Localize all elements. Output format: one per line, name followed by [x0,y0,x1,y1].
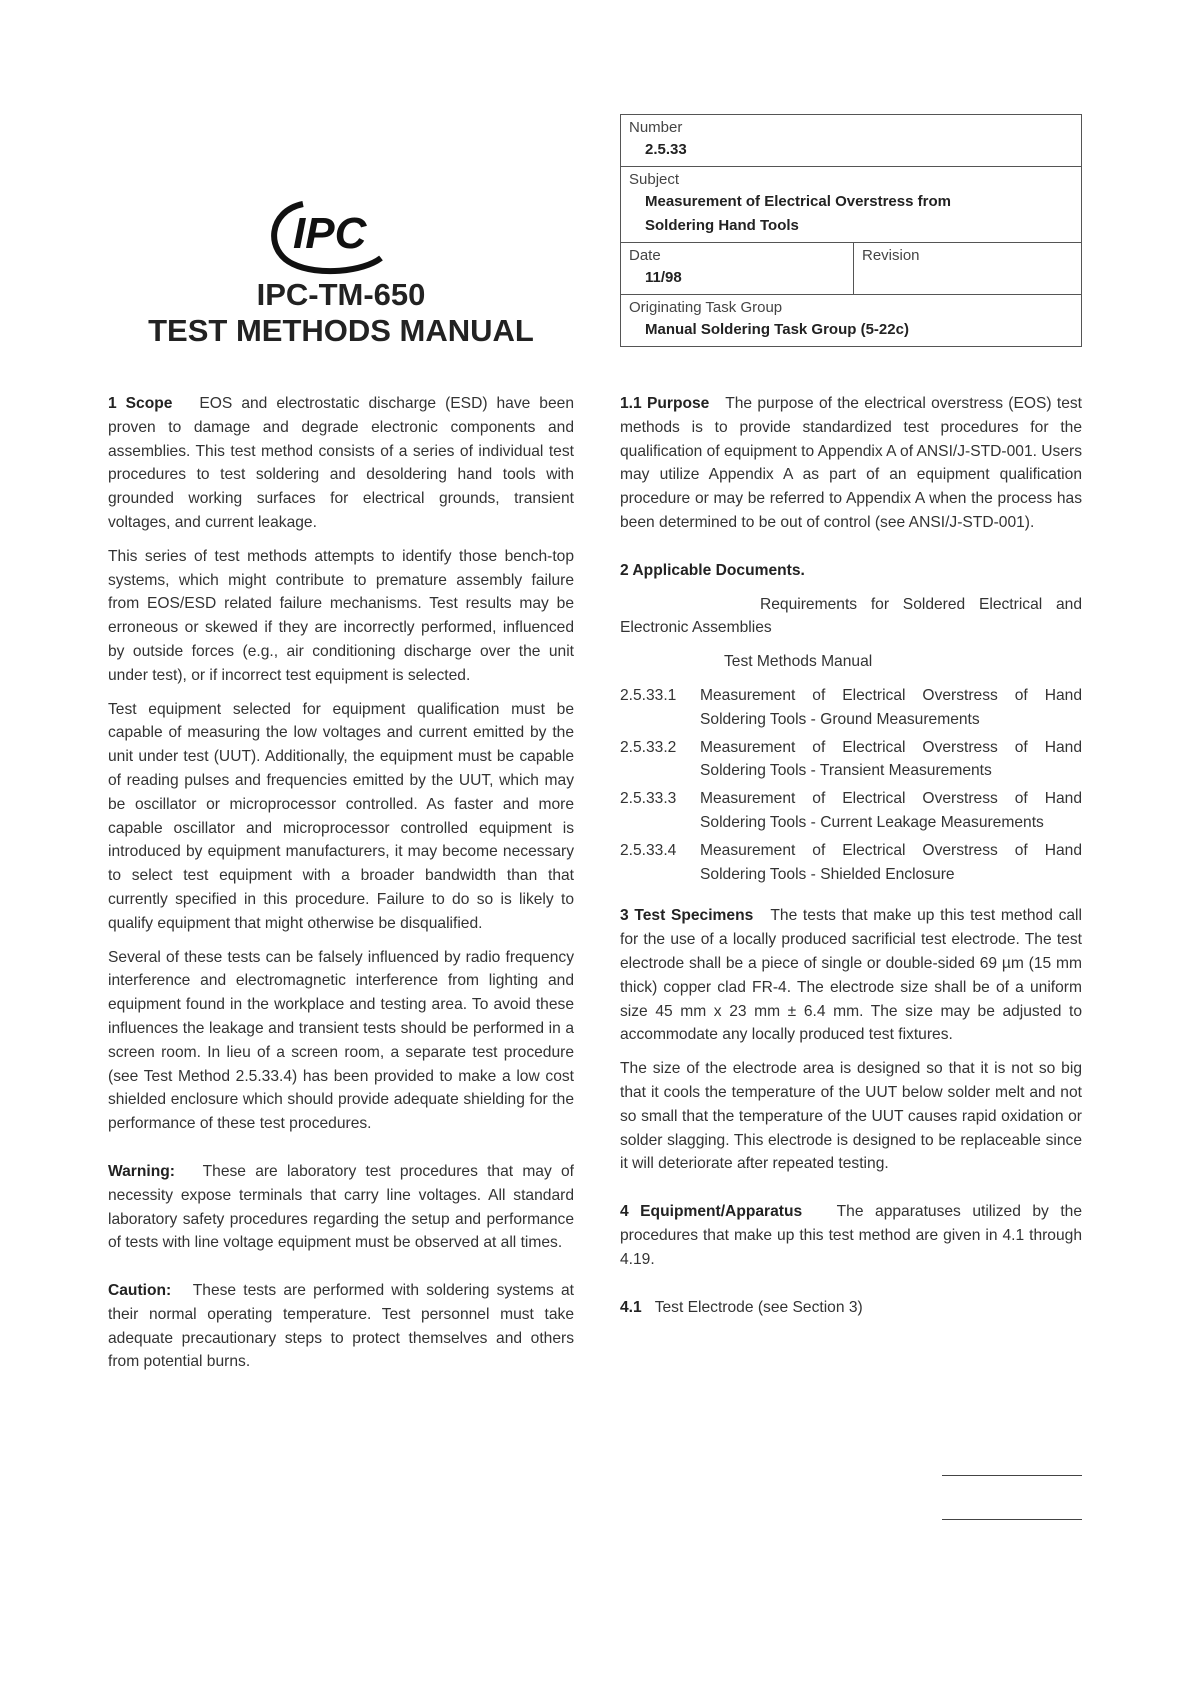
reference-number: 2.5.33.2 [620,738,677,756]
reference-text: Measurement of Electrical Overstress of Hand Soldering Tools - Current Leakage Measurements [700,790,1082,831]
specimens-heading: 3 Test Specimens [620,907,754,925]
warning-paragraph [108,1160,574,1255]
reference-number: 2.5.33.3 [620,790,677,808]
caution-text: These tests are performed with soldering systems at their normal operating temperature. Test personnel must take adequate precautionary steps to protect themselves and others from potential burns. [108,1282,575,1371]
reference-text: Measurement of Electrical Overstress of Hand Soldering Tools - Transient Measurements [700,738,1082,780]
doc-ipc-tm: Test Methods Manual [724,653,873,671]
number-value: 2.5.33 [645,141,687,158]
reference-item [620,787,1082,835]
paragraph: The size of the electrode area is designed so that it is not so big that it cools the temperature of the UUT below solder melt and not so small that the temperature of the UUT causes rapid oxidation or solder slagging. This electrode is designed to be replaceable since it will deteriorate after repeated testing. [620,1060,1082,1173]
specimens-paragraph [620,904,1082,1047]
subject-line1: Measurement of Electrical Overstress from [645,193,951,210]
electrode-text: Test Electrode (see Section 3) [654,1298,863,1316]
equipment-text: The apparatuses utilized by the procedures that make up this test method are given in 4.1 through 4.19. [620,1203,1082,1268]
date-label: Date [629,247,661,264]
docs-heading-text: 2 Applicable Documents. [620,561,805,579]
date-value: 11/98 [645,269,682,286]
electrode-paragraph [620,1296,1082,1320]
svg-text:IPC: IPC [293,209,367,258]
purpose-text: The purpose of the electrical overstress (EOS) test methods is to provide standardized test procedures for the qualification of equipment to Appendix A of ANSI/J-STD-001. Users may utilize Appendix A as part of an equipment qualification procedure or may be referred to Appendix A when the process has been determined to be out of control (see ANSI/J-STD-001). [620,395,1083,531]
caution-heading: Caution: [108,1282,172,1300]
equipment-paragraph [620,1200,1082,1271]
manual-title: IPC-TM-650 [256,277,426,312]
number-label: Number [629,119,683,136]
reference-item [620,736,1082,784]
caution-paragraph [108,1279,574,1374]
document-header-table [620,114,1082,347]
electrode-heading: 4.1 [620,1298,642,1316]
paragraph: Several of these tests can be falsely influenced by radio frequency interference and electromagnetic interference from lighting and equipment found in the workplace and testing area. To avoid these influences the leakage and transient tests should be performed in a screen room. In lieu of a screen room, a separate test procedure (see Test Method 2.5.33.4) has been provided to make a low cost shielded enclosure which should provide adequate shielding for the performance of these test procedures. [108,948,574,1133]
reference-number: 2.5.33.1 [620,686,677,704]
ipc-logo [263,196,393,276]
subject-line2: Soldering Hand Tools [645,217,799,234]
revision-label: Revision [862,247,920,264]
scope-heading: 1 Scope [108,395,173,412]
task-group-label: Originating Task Group [629,299,783,316]
reference-number: 2.5.33.4 [620,841,677,859]
purpose-heading: 1.1 Purpose [620,395,710,412]
task-group-value: Manual Soldering Task Group (5-22c) [645,321,909,338]
divider-line [942,1475,1082,1476]
manual-subtitle: TEST METHODS MANUAL [148,313,534,348]
reference-text: Measurement of Electrical Overstress of Hand Soldering Tools - Shielded Enclosure [700,841,1082,883]
reference-item [620,684,1082,732]
doc-jstd: Requirements for Soldered Electrical and Electronic Assemblies [620,595,1082,637]
paragraph: This series of test methods attempts to identify those bench-top systems, which might contribute to premature assembly failure from EOS/ESD related failure mechanisms. Test results may be erroneous or skewed if they are incorrectly performed, influenced by outside forces (e.g., air conditioning discharge over the unit under test), or if incorrect test equipment is selected. [108,547,574,684]
purpose-paragraph [620,392,1082,535]
paragraph: Test equipment selected for equipment qualification must be capable of measuring the low voltages and current emitted by the unit under test (UUT). Additionally, the equipment must be capable of reading pulses and frequencies emitted by the UUT, which may be oscillator or microprocessor controlled. As faster and more capable oscillator and microprocessor controlled equipment is introduced by equipment manufacturers, it may become necessary to select test equipment with a broader bandwidth than that currently specified in this procedure. Failure to do so is likely to qualify equipment that might otherwise be disqualified. [108,700,574,932]
docs-heading [620,559,1082,583]
equipment-heading: 4 Equipment/Apparatus [620,1203,803,1221]
divider-line [942,1519,1082,1520]
scope-text: EOS and electrostatic discharge (ESD) have been proven to damage and degrade electronic components and assemblies. This test method consists of a series of individual test procedures to test soldering and desoldering hand tools with grounded working surfaces for electrical grounds, transient voltages, and current leakage. [108,395,574,531]
reference-item [620,839,1082,887]
warning-text: These are laboratory test procedures that may of necessity expose terminals that carry line voltages. All standard laboratory safety procedures regarding the setup and performance of tests with line voltage equipment must be observed at all times. [108,1162,575,1252]
right-column [620,392,1082,1329]
warning-heading: Warning: [108,1162,175,1180]
reference-text: Measurement of Electrical Overstress of Hand Soldering Tools - Ground Measurements [700,686,1082,728]
left-column [108,392,574,1384]
specimens-text: The tests that make up this test method call for the use of a locally produced sacrificial test electrode. The test electrode shall be a piece of single or double-sided 69 µm (15 mm thick) copper clad FR-4. The electrode size shall be of a uniform size 45 mm x 23 mm ± 6.4 mm. The size may be adjusted to accommodate any locally produced test fixtures. [620,907,1082,1044]
scope-paragraph [108,392,574,535]
subject-label: Subject [629,171,680,188]
